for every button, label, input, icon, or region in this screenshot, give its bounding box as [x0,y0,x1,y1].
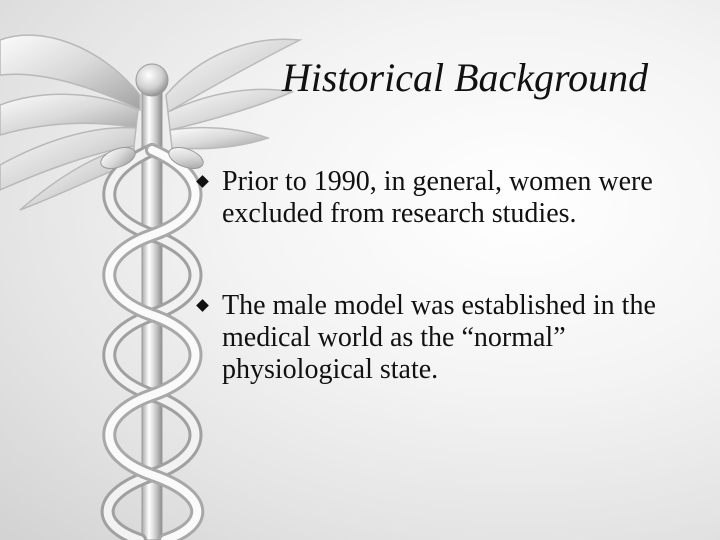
slide-title: Historical Background [281,55,649,100]
diamond-bullet-icon [196,299,209,312]
bullet-item [196,290,696,386]
bullet-list [196,166,696,386]
bullet-text: The male model was established in the medical world as the “normal” physiological state. [222,290,656,385]
bullet-item [196,166,696,230]
bullet-text: Prior to 1990, in general, women were excluded from research studies. [222,166,653,229]
diamond-bullet-icon [196,175,209,188]
